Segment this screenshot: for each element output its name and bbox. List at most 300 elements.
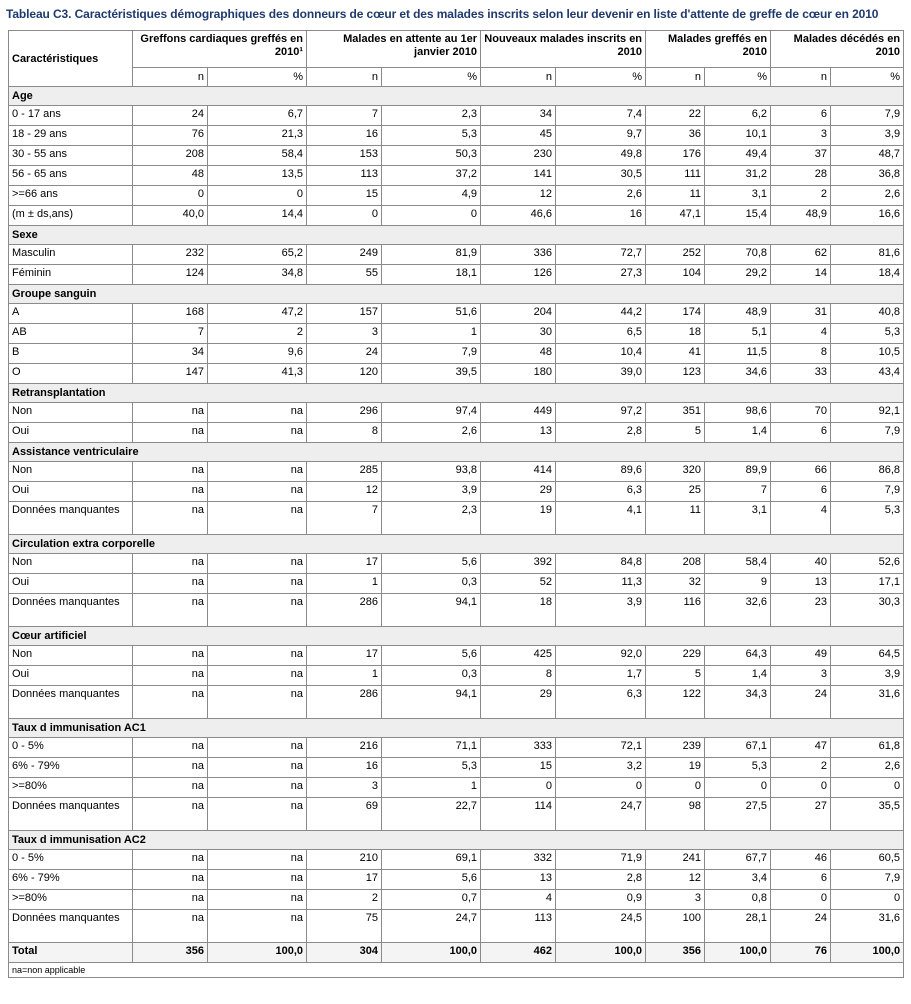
- table-cell: 14,4: [208, 206, 307, 226]
- table-cell: 9,6: [208, 344, 307, 364]
- total-cell: 304: [307, 943, 382, 963]
- table-cell: 18,1: [382, 265, 481, 285]
- data-table: [8, 30, 904, 978]
- row-label: 0 - 5%: [9, 738, 133, 758]
- table-row: [9, 304, 904, 324]
- table-cell: 239: [646, 738, 705, 758]
- table-cell: 2,6: [382, 423, 481, 443]
- table-cell: 93,8: [382, 462, 481, 482]
- table-cell: na: [208, 423, 307, 443]
- total-cell: 100,0: [556, 943, 646, 963]
- table-cell: 168: [133, 304, 208, 324]
- table-cell: 3,9: [831, 126, 904, 146]
- table-cell: 98,6: [705, 403, 771, 423]
- section-title: Age: [9, 87, 904, 106]
- table-cell: 230: [481, 146, 556, 166]
- table-cell: 89,6: [556, 462, 646, 482]
- table-cell: 27,3: [556, 265, 646, 285]
- subheader-n: n: [481, 68, 556, 87]
- table-cell: 241: [646, 850, 705, 870]
- table-cell: 22: [646, 106, 705, 126]
- table-cell: 17: [307, 554, 382, 574]
- table-row: [9, 423, 904, 443]
- table-cell: 147: [133, 364, 208, 384]
- row-label: >=80%: [9, 890, 133, 910]
- table-cell: 15,4: [705, 206, 771, 226]
- section-title: Cœur artificiel: [9, 627, 904, 646]
- table-cell: 18,4: [831, 265, 904, 285]
- table-cell: 2,3: [382, 502, 481, 535]
- section-title: Groupe sanguin: [9, 285, 904, 304]
- table-cell: 34,3: [705, 686, 771, 719]
- section-header-row: [9, 87, 904, 106]
- table-cell: 70,8: [705, 245, 771, 265]
- table-cell: 27: [771, 798, 831, 831]
- section-header-row: [9, 535, 904, 554]
- row-label: >=66 ans: [9, 186, 133, 206]
- table-cell: 123: [646, 364, 705, 384]
- section-header-row: [9, 384, 904, 403]
- table-cell: 392: [481, 554, 556, 574]
- table-container: [8, 30, 903, 978]
- table-cell: 0: [382, 206, 481, 226]
- table-cell: 4: [771, 502, 831, 535]
- table-cell: 49: [771, 646, 831, 666]
- table-cell: 232: [133, 245, 208, 265]
- total-row: [9, 943, 904, 963]
- table-cell: 29: [481, 482, 556, 502]
- table-cell: na: [133, 686, 208, 719]
- row-label: Non: [9, 462, 133, 482]
- table-cell: 6: [771, 482, 831, 502]
- header-group: Nouveaux malades inscrits en 2010: [481, 31, 646, 68]
- header-row: [9, 31, 904, 68]
- table-cell: 72,7: [556, 245, 646, 265]
- table-cell: 28,1: [705, 910, 771, 943]
- table-cell: 13,5: [208, 166, 307, 186]
- table-cell: 55: [307, 265, 382, 285]
- row-label: 0 - 5%: [9, 850, 133, 870]
- table-cell: 285: [307, 462, 382, 482]
- table-row: [9, 166, 904, 186]
- table-cell: 157: [307, 304, 382, 324]
- table-cell: 6,3: [556, 686, 646, 719]
- table-cell: 336: [481, 245, 556, 265]
- table-cell: 126: [481, 265, 556, 285]
- table-cell: 111: [646, 166, 705, 186]
- table-cell: 36,8: [831, 166, 904, 186]
- row-label: Non: [9, 646, 133, 666]
- section-title: Circulation extra corporelle: [9, 535, 904, 554]
- table-cell: 29,2: [705, 265, 771, 285]
- section-header-row: [9, 719, 904, 738]
- table-row: [9, 554, 904, 574]
- table-cell: 0: [831, 778, 904, 798]
- table-cell: 22,7: [382, 798, 481, 831]
- table-cell: 94,1: [382, 594, 481, 627]
- row-label: Données manquantes: [9, 910, 133, 943]
- table-cell: 2,6: [831, 186, 904, 206]
- header-group: Malades décédés en 2010: [771, 31, 904, 68]
- table-cell: 12: [646, 870, 705, 890]
- table-row: [9, 850, 904, 870]
- table-cell: 0: [646, 778, 705, 798]
- table-cell: 24,5: [556, 910, 646, 943]
- table-cell: 0,7: [382, 890, 481, 910]
- header-characteristics: Caractéristiques: [9, 31, 133, 87]
- subheader-row: [9, 68, 904, 87]
- table-cell: 28: [771, 166, 831, 186]
- table-cell: 51,6: [382, 304, 481, 324]
- table-cell: na: [133, 646, 208, 666]
- table-cell: 31,2: [705, 166, 771, 186]
- table-cell: 89,9: [705, 462, 771, 482]
- table-cell: 30: [481, 324, 556, 344]
- total-cell: 100,0: [208, 943, 307, 963]
- subheader-pct: %: [556, 68, 646, 87]
- table-cell: 5,3: [382, 126, 481, 146]
- table-cell: 174: [646, 304, 705, 324]
- table-cell: 15: [481, 758, 556, 778]
- table-cell: 16,6: [831, 206, 904, 226]
- table-cell: 97,2: [556, 403, 646, 423]
- table-cell: 24: [771, 686, 831, 719]
- table-cell: 84,8: [556, 554, 646, 574]
- table-cell: 44,2: [556, 304, 646, 324]
- table-cell: na: [133, 890, 208, 910]
- table-cell: 2,3: [382, 106, 481, 126]
- row-label: Données manquantes: [9, 594, 133, 627]
- table-cell: 6: [771, 870, 831, 890]
- subheader-pct: %: [382, 68, 481, 87]
- table-cell: 34: [133, 344, 208, 364]
- table-cell: 208: [133, 146, 208, 166]
- total-cell: 462: [481, 943, 556, 963]
- table-cell: 67,1: [705, 738, 771, 758]
- table-row: [9, 206, 904, 226]
- table-cell: 0: [133, 186, 208, 206]
- table-cell: 9: [705, 574, 771, 594]
- table-cell: 7: [705, 482, 771, 502]
- table-cell: 69,1: [382, 850, 481, 870]
- total-cell: 100,0: [831, 943, 904, 963]
- table-cell: 11,3: [556, 574, 646, 594]
- subheader-n: n: [133, 68, 208, 87]
- table-cell: 0,8: [705, 890, 771, 910]
- total-cell: 356: [646, 943, 705, 963]
- table-cell: 113: [481, 910, 556, 943]
- total-cell: 76: [771, 943, 831, 963]
- table-cell: 7,4: [556, 106, 646, 126]
- table-cell: 153: [307, 146, 382, 166]
- table-cell: 10,4: [556, 344, 646, 364]
- table-body: [9, 87, 904, 943]
- row-label: 0 - 17 ans: [9, 106, 133, 126]
- table-cell: 75: [307, 910, 382, 943]
- table-cell: 3,1: [705, 186, 771, 206]
- table-cell: 0: [771, 778, 831, 798]
- row-label: Données manquantes: [9, 798, 133, 831]
- section-header-row: [9, 285, 904, 304]
- table-cell: 37,2: [382, 166, 481, 186]
- table-cell: 12: [481, 186, 556, 206]
- table-cell: 76: [133, 126, 208, 146]
- table-row: [9, 738, 904, 758]
- table-cell: 17: [307, 646, 382, 666]
- table-row: [9, 482, 904, 502]
- table-cell: 0: [831, 890, 904, 910]
- table-cell: 50,3: [382, 146, 481, 166]
- table-cell: 58,4: [208, 146, 307, 166]
- table-cell: na: [133, 758, 208, 778]
- table-cell: 41: [646, 344, 705, 364]
- table-cell: 8: [481, 666, 556, 686]
- table-cell: 45: [481, 126, 556, 146]
- table-cell: 81,6: [831, 245, 904, 265]
- table-cell: 7,9: [831, 106, 904, 126]
- table-cell: 7,9: [382, 344, 481, 364]
- table-row: [9, 462, 904, 482]
- table-cell: 47,1: [646, 206, 705, 226]
- table-cell: 62: [771, 245, 831, 265]
- table-cell: 449: [481, 403, 556, 423]
- table-cell: 69: [307, 798, 382, 831]
- table-cell: 2: [771, 758, 831, 778]
- table-cell: 94,1: [382, 686, 481, 719]
- table-cell: 0: [307, 206, 382, 226]
- table-cell: 120: [307, 364, 382, 384]
- table-cell: 18: [646, 324, 705, 344]
- table-cell: na: [208, 462, 307, 482]
- table-cell: 48: [481, 344, 556, 364]
- table-cell: na: [208, 850, 307, 870]
- table-cell: na: [208, 870, 307, 890]
- table-cell: 5,3: [705, 758, 771, 778]
- table-cell: 296: [307, 403, 382, 423]
- subheader-pct: %: [831, 68, 904, 87]
- row-label: Oui: [9, 574, 133, 594]
- table-cell: 13: [481, 870, 556, 890]
- table-cell: 176: [646, 146, 705, 166]
- subheader-pct: %: [705, 68, 771, 87]
- table-cell: 2: [307, 890, 382, 910]
- table-cell: 29: [481, 686, 556, 719]
- table-cell: 1: [382, 324, 481, 344]
- section-title: Assistance ventriculaire: [9, 443, 904, 462]
- table-cell: 72,1: [556, 738, 646, 758]
- table-cell: na: [208, 502, 307, 535]
- row-label: 56 - 65 ans: [9, 166, 133, 186]
- section-title: Taux d immunisation AC1: [9, 719, 904, 738]
- table-cell: 114: [481, 798, 556, 831]
- table-cell: 333: [481, 738, 556, 758]
- table-row: [9, 344, 904, 364]
- table-cell: na: [208, 666, 307, 686]
- table-cell: 48: [133, 166, 208, 186]
- section-title: Sexe: [9, 226, 904, 245]
- header-group: Greffons cardiaques greffés en 2010¹: [133, 31, 307, 68]
- total-cell: 100,0: [705, 943, 771, 963]
- table-row: [9, 502, 904, 535]
- footnote-row: [9, 963, 904, 978]
- table-cell: 332: [481, 850, 556, 870]
- table-cell: 48,9: [705, 304, 771, 324]
- table-cell: 31,6: [831, 910, 904, 943]
- table-cell: 5,6: [382, 870, 481, 890]
- table-cell: 6: [771, 106, 831, 126]
- table-cell: 32,6: [705, 594, 771, 627]
- table-cell: 19: [481, 502, 556, 535]
- table-cell: 2,8: [556, 870, 646, 890]
- table-cell: 0: [705, 778, 771, 798]
- table-cell: 2: [208, 324, 307, 344]
- table-cell: 66: [771, 462, 831, 482]
- table-cell: na: [208, 574, 307, 594]
- table-cell: 67,7: [705, 850, 771, 870]
- table-cell: 47,2: [208, 304, 307, 324]
- table-cell: 17,1: [831, 574, 904, 594]
- table-cell: 122: [646, 686, 705, 719]
- table-cell: 1,7: [556, 666, 646, 686]
- table-cell: 86,8: [831, 462, 904, 482]
- table-row: [9, 758, 904, 778]
- table-cell: na: [133, 666, 208, 686]
- row-label: AB: [9, 324, 133, 344]
- table-cell: 7,9: [831, 423, 904, 443]
- table-cell: 100: [646, 910, 705, 943]
- table-cell: 34,6: [705, 364, 771, 384]
- table-title: Tableau C3. Caractéristiques démographiques des donneurs de cœur et des malades inscrits selon leur devenir en liste d'attente de greffe de cœur en 2010: [6, 7, 879, 21]
- table-cell: 204: [481, 304, 556, 324]
- table-cell: 141: [481, 166, 556, 186]
- table-cell: 4,1: [556, 502, 646, 535]
- table-cell: 49,8: [556, 146, 646, 166]
- table-cell: 60,5: [831, 850, 904, 870]
- table-cell: na: [208, 890, 307, 910]
- table-cell: na: [133, 910, 208, 943]
- table-cell: 1,4: [705, 666, 771, 686]
- table-row: [9, 146, 904, 166]
- table-cell: 24,7: [556, 798, 646, 831]
- table-row: [9, 186, 904, 206]
- section-header-row: [9, 831, 904, 850]
- table-cell: na: [133, 502, 208, 535]
- table-cell: 3,9: [831, 666, 904, 686]
- table-cell: na: [133, 574, 208, 594]
- row-label: A: [9, 304, 133, 324]
- table-cell: 7,9: [831, 482, 904, 502]
- table-cell: 58,4: [705, 554, 771, 574]
- table-cell: 1: [307, 574, 382, 594]
- table-cell: 11: [646, 502, 705, 535]
- table-cell: 46,6: [481, 206, 556, 226]
- table-cell: 48,7: [831, 146, 904, 166]
- row-label: Oui: [9, 423, 133, 443]
- table-cell: na: [133, 594, 208, 627]
- table-cell: 5: [646, 423, 705, 443]
- table-cell: 0: [208, 186, 307, 206]
- table-cell: 0: [556, 778, 646, 798]
- table-cell: 23: [771, 594, 831, 627]
- table-cell: 10,5: [831, 344, 904, 364]
- table-cell: 39,5: [382, 364, 481, 384]
- table-cell: 6,7: [208, 106, 307, 126]
- table-cell: 6: [771, 423, 831, 443]
- table-cell: 5,3: [382, 758, 481, 778]
- table-cell: 15: [307, 186, 382, 206]
- footnote: na=non applicable: [9, 963, 904, 978]
- table-row: [9, 666, 904, 686]
- table-cell: 0,3: [382, 666, 481, 686]
- table-cell: 7: [133, 324, 208, 344]
- table-cell: 40: [771, 554, 831, 574]
- table-cell: 98: [646, 798, 705, 831]
- table-cell: 71,9: [556, 850, 646, 870]
- row-label: O: [9, 364, 133, 384]
- table-cell: 16: [556, 206, 646, 226]
- table-cell: 124: [133, 265, 208, 285]
- table-cell: na: [208, 778, 307, 798]
- subheader-n: n: [307, 68, 382, 87]
- table-cell: 3,4: [705, 870, 771, 890]
- table-cell: 2,6: [556, 186, 646, 206]
- table-row: [9, 646, 904, 666]
- table-cell: 24: [133, 106, 208, 126]
- header-group: Malades en attente au 1er janvier 2010: [307, 31, 481, 68]
- section-header-row: [9, 226, 904, 245]
- table-cell: 210: [307, 850, 382, 870]
- table-cell: 0: [771, 890, 831, 910]
- section-title: Taux d immunisation AC2: [9, 831, 904, 850]
- table-cell: na: [133, 423, 208, 443]
- table-cell: 19: [646, 758, 705, 778]
- table-cell: 3: [307, 324, 382, 344]
- table-row: [9, 126, 904, 146]
- table-row: [9, 324, 904, 344]
- table-cell: 9,7: [556, 126, 646, 146]
- table-cell: 8: [771, 344, 831, 364]
- table-cell: na: [133, 462, 208, 482]
- table-cell: 24: [771, 910, 831, 943]
- table-cell: 5,3: [831, 502, 904, 535]
- table-cell: 21,3: [208, 126, 307, 146]
- table-cell: 252: [646, 245, 705, 265]
- table-cell: 49,4: [705, 146, 771, 166]
- row-label: Masculin: [9, 245, 133, 265]
- subheader-n: n: [771, 68, 831, 87]
- table-cell: 3: [646, 890, 705, 910]
- table-cell: 70: [771, 403, 831, 423]
- table-cell: 11,5: [705, 344, 771, 364]
- row-label: Féminin: [9, 265, 133, 285]
- table-cell: 1: [307, 666, 382, 686]
- table-cell: 81,9: [382, 245, 481, 265]
- table-cell: 4: [481, 890, 556, 910]
- table-cell: 116: [646, 594, 705, 627]
- table-cell: 3: [771, 666, 831, 686]
- table-cell: na: [133, 554, 208, 574]
- section-title: Retransplantation: [9, 384, 904, 403]
- row-label: Non: [9, 403, 133, 423]
- total-cell: 100,0: [382, 943, 481, 963]
- table-cell: 180: [481, 364, 556, 384]
- total-label: Total: [9, 943, 133, 963]
- table-cell: 33: [771, 364, 831, 384]
- table-cell: 10,1: [705, 126, 771, 146]
- table-cell: 48,9: [771, 206, 831, 226]
- table-cell: 31,6: [831, 686, 904, 719]
- table-cell: 25: [646, 482, 705, 502]
